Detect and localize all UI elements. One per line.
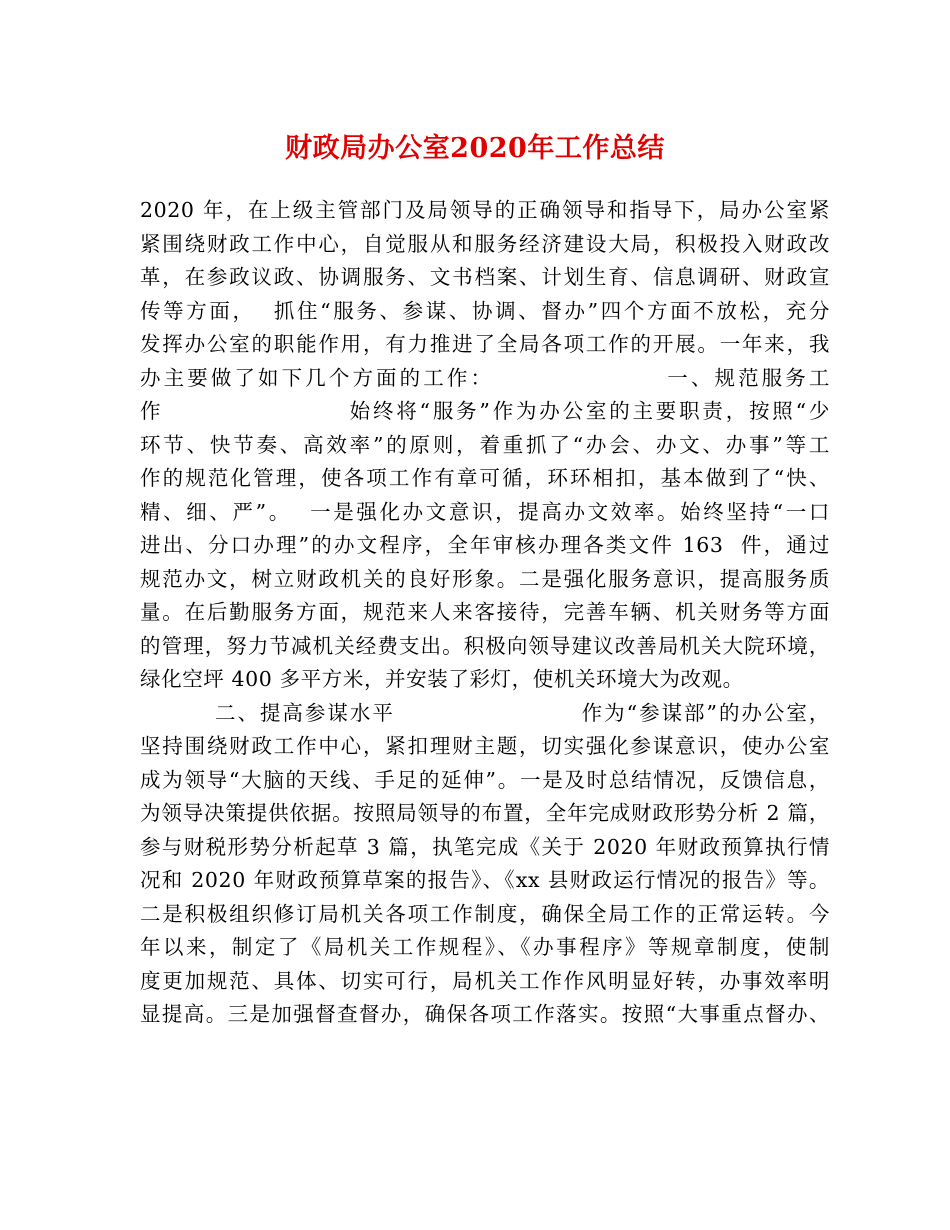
body-line: 2020 年，在上级主管部门及局领导的正确领导和指导下，局办公室紧 [140,198,830,222]
document-body [140,194,830,1032]
body-line: 参与财税形势分析起草 3 篇，执笔完成《关于 2020 年财政预算执行情 [140,834,830,859]
section-heading-line: 二、提高参谋水平 作为“参谋部”的办公室， [215,700,830,725]
body-line: 成为领导“大脑的天线、手足的延伸”。一是及时总结情况，反馈信息， [140,767,830,792]
body-line: 革，在参政议政、协调服务、文书档案、计划生育、信息调研、财政宣 [140,265,830,289]
body-line: 显提高。三是加强督查督办，确保各项工作落实。按照“大事重点督办、 [140,1002,830,1026]
body-line: 规范办文，树立财政机关的良好形象。二是强化服务意识，提高服务质 [140,566,830,591]
body-line: 为领导决策提供依据。按照局领导的布置，全年完成财政形势分析 2 篇， [140,801,830,825]
body-line: 绿化空坪 400 多平方米，并安装了彩灯，使机关环境大为改观。 [140,667,744,691]
body-line: 办主要做了如下几个方面的工作： 一、规范服务工 [140,365,830,390]
body-line: 传等方面， 抓住“服务、参谋、协调、督办”四个方面不放松，充分 [140,298,830,323]
body-line: 进出、分口办理”的办文程序，全年审核办理各类文件 163 件，通过 [140,533,830,557]
body-line: 作的规范化管理，使各项工作有章可循，环环相扣，基本做到了“快、 [140,466,830,490]
body-line: 坚持围绕财政工作中心，紧扣理财主题，切实强化参谋意识，使办公室 [140,734,830,758]
body-line: 量。在后勤服务方面，规范来人来客接待，完善车辆、机关财务等方面 [140,600,830,624]
body-line: 二是积极组织修订局机关各项工作制度，确保全局工作的正常运转。今 [140,901,830,926]
body-line: 环节、快节奏、高效率”的原则，着重抓了“办会、办文、办事”等工 [140,432,830,457]
body-line: 的管理，努力节减机关经费支出。积极向领导建议改善局机关大院环境， [140,633,830,658]
body-line: 精、细、严”。 一是强化办文意识，提高办文效率。始终坚持“一口 [140,499,830,524]
body-line: 度更加规范、具体、切实可行，局机关工作作风明显好转，办事效率明 [140,968,830,993]
document-title: 财政局办公室2020年工作总结 [285,133,665,164]
body-line: 年以来，制定了《局机关工作规程》、《办事程序》等规章制度，使制 [140,935,830,959]
body-line: 况和 2020 年财政预算草案的报告》、《xx 县财政运行情况的报告》等。 [140,868,830,892]
body-line: 紧围绕财政工作中心，自觉服从和服务经济建设大局，积极投入财政改 [140,231,830,256]
body-line: 作 始终将“服务”作为办公室的主要职责，按照“少 [140,399,830,423]
body-line: 发挥办公室的职能作用，有力推进了全局各项工作的开展。一年来，我 [140,332,830,356]
